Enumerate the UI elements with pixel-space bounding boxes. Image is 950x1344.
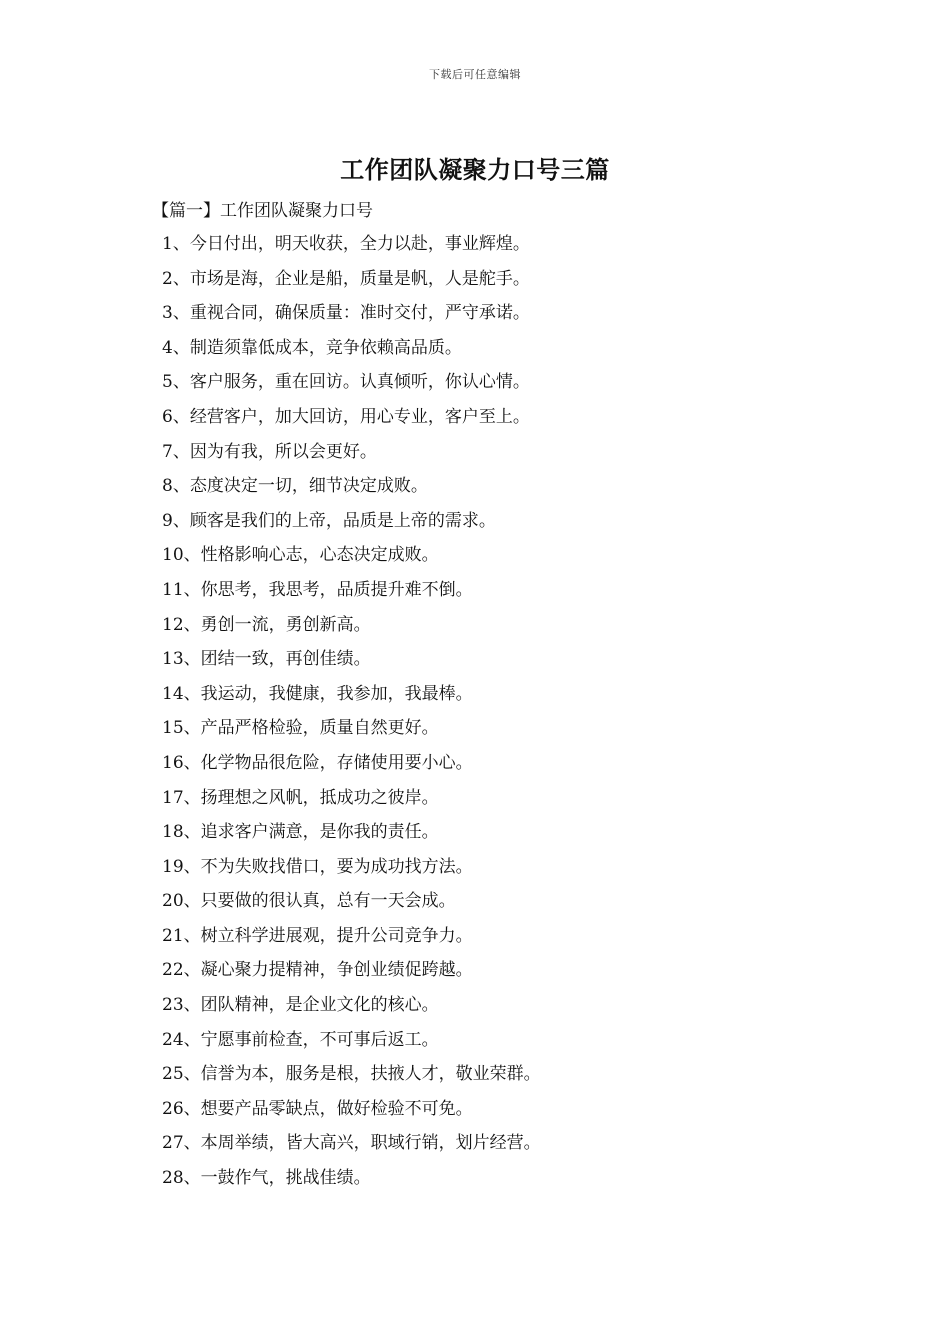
slogan-item: 25、信誉为本，服务是根，扶掖人才，敬业荣群。 (162, 1064, 541, 1085)
slogan-item: 16、化学物品很危险，存储使用要小心。 (162, 752, 473, 773)
slogan-item: 7、因为有我，所以会更好。 (162, 441, 377, 462)
slogan-item: 9、顾客是我们的上帝，品质是上帝的需求。 (162, 510, 496, 531)
slogan-item: 8、态度决定一切，细节决定成败。 (162, 476, 428, 497)
slogan-item: 28、一鼓作气，挑战佳绩。 (162, 1168, 371, 1189)
slogan-item: 14、我运动，我健康，我参加，我最棒。 (162, 683, 473, 704)
header-note: 下载后可任意编辑 (429, 68, 521, 81)
slogan-item: 20、只要做的很认真，总有一天会成。 (162, 891, 456, 912)
slogan-item: 18、追求客户满意，是你我的责任。 (162, 822, 439, 843)
slogan-item: 11、你思考，我思考，品质提升难不倒。 (162, 579, 473, 600)
slogan-list (162, 229, 541, 1198)
slogan-item: 21、树立科学进展观，提升公司竞争力。 (162, 925, 473, 946)
slogan-item: 12、勇创一流，勇创新高。 (162, 614, 371, 635)
section-heading: 【篇一】工作团队凝聚力口号 (152, 201, 373, 221)
slogan-item: 3、重视合同，确保质量：准时交付，严守承诺。 (162, 303, 530, 324)
slogan-item: 24、宁愿事前检查，不可事后返工。 (162, 1029, 439, 1050)
slogan-item: 10、性格影响心志，心态决定成败。 (162, 545, 439, 566)
document-title: 工作团队凝聚力口号三篇 (340, 156, 610, 184)
slogan-item: 19、不为失败找借口，要为成功找方法。 (162, 856, 473, 877)
slogan-item: 15、产品严格检验，质量自然更好。 (162, 718, 439, 739)
slogan-item: 4、制造须靠低成本，竞争依赖高品质。 (162, 337, 462, 358)
slogan-item: 5、客户服务，重在回访。认真倾听，你认心情。 (162, 372, 530, 393)
slogan-item: 13、团结一致，再创佳绩。 (162, 649, 371, 670)
slogan-item: 6、经营客户，加大回访，用心专业，客户至上。 (162, 406, 530, 427)
slogan-item: 2、市场是海，企业是船，质量是帆，人是舵手。 (162, 268, 530, 289)
slogan-item: 1、今日付出，明天收获，全力以赴，事业辉煌。 (162, 234, 530, 254)
slogan-item: 26、想要产品零缺点，做好检验不可免。 (162, 1098, 473, 1119)
slogan-item: 17、扬理想之风帆，抵成功之彼岸。 (162, 787, 439, 808)
slogan-item: 23、团队精神，是企业文化的核心。 (162, 995, 439, 1016)
slogan-item: 22、凝心聚力提精神，争创业绩促跨越。 (162, 960, 473, 981)
slogan-item: 27、本周举绩，皆大高兴，职域行销，划片经营。 (162, 1133, 541, 1154)
